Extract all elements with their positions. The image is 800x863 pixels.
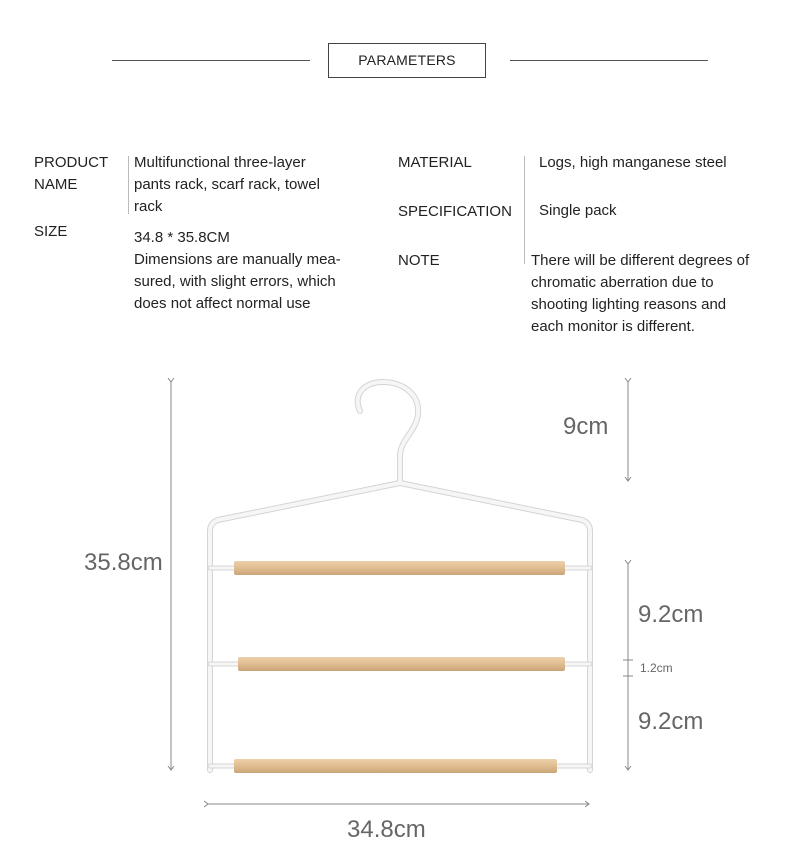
hook-height-label: 9cm [563,413,609,440]
param-value: Multifunctional three-layer pants rack, scarf rack, towel rack [134,154,320,215]
param-label-material: MATERIAL [398,154,472,171]
param-value-note: There will be different degrees of chromatic aberration due to shooting lighting reasons and each monitor is different. [531,252,750,335]
hanger-frame [210,382,590,770]
param-label: SIZE [34,223,68,240]
param-label-specification: SPECIFICATION [398,203,512,220]
bar-gap-label: 1.2cm [640,661,673,675]
upper-gap-label: 9.2cm [638,601,704,628]
param-value-material: Logs, high manganese steel [539,154,727,171]
lower-gap-label: 9.2cm [638,708,704,735]
param-label: PRODUCT NAME [34,154,109,193]
param-value-specification: Single pack [539,202,617,219]
wood-bar-bottom [234,759,557,773]
param-label-note: NOTE [398,252,440,269]
wood-bar-middle [238,657,565,671]
param-value: 34.8 * 35.8CM Dimensions are manually mea- sured, with slight errors, which does not affect normal use [134,229,341,312]
width-label: 34.8cm [347,816,426,843]
height-label: 35.8cm [84,549,163,576]
wood-bar-top [234,561,565,575]
parameters-title: PARAMETERS [328,43,486,78]
